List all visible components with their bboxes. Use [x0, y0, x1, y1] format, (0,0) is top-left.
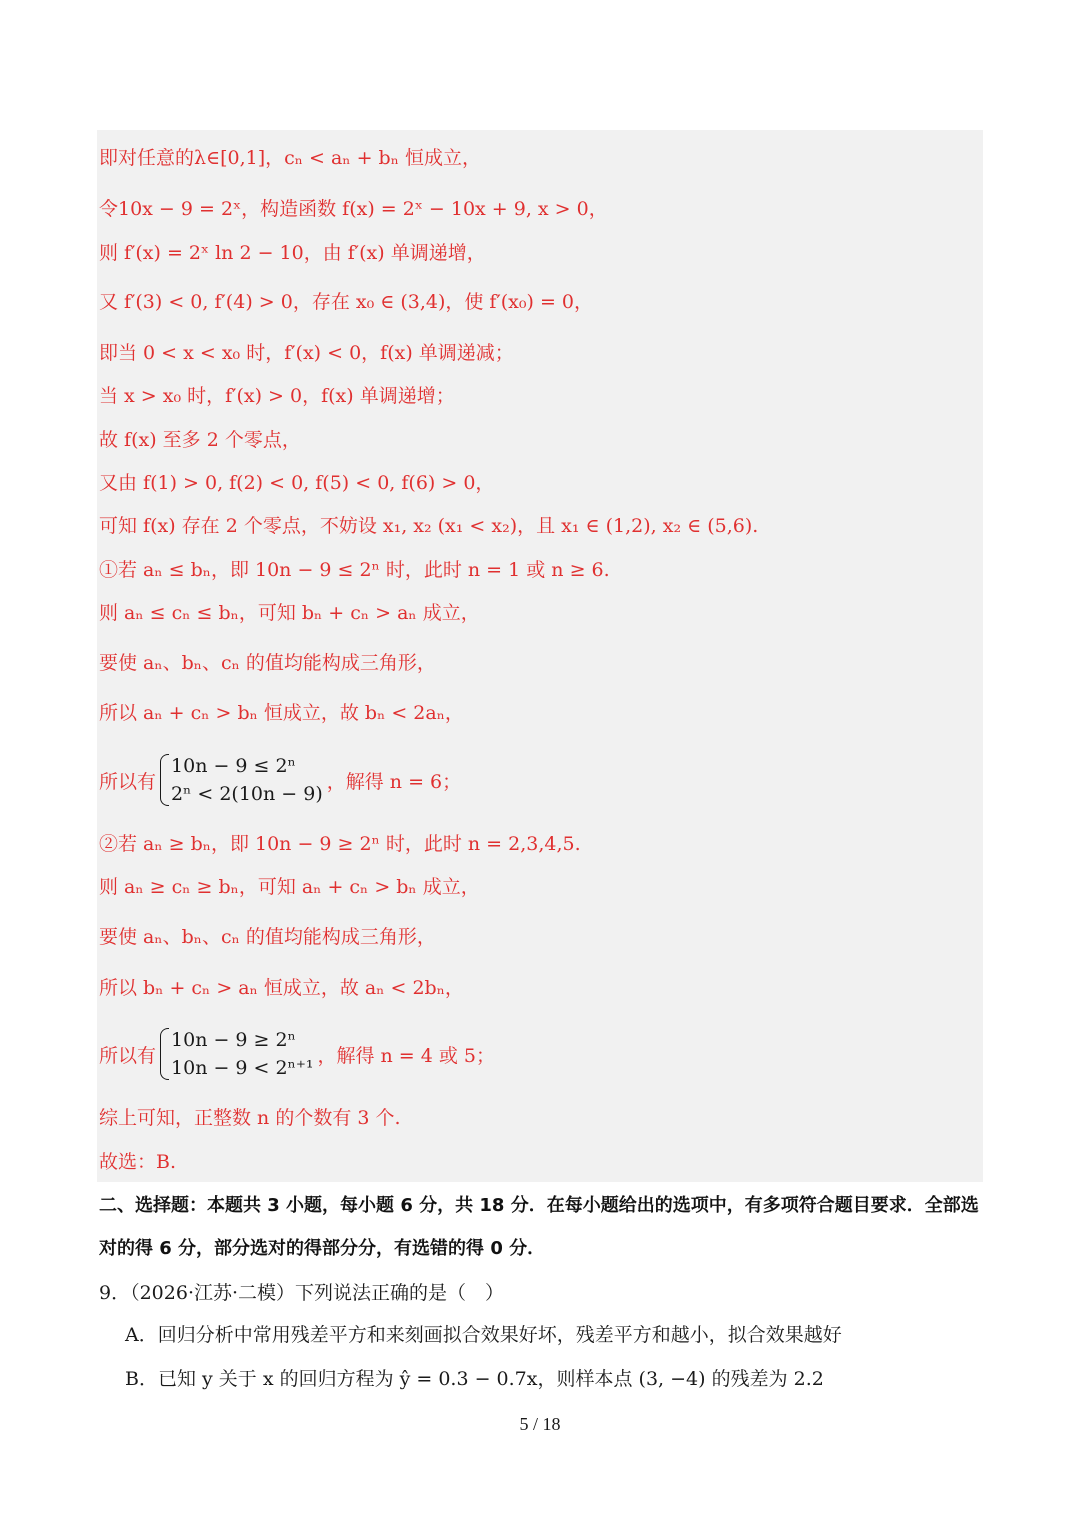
system-1-rows: [171, 752, 323, 808]
option-b: B．已知 y 关于 x 的回归方程为 ŷ = 0.3 − 0.7x，则样本点 (3, −4) 的残差为 2.2: [125, 1368, 824, 1390]
brace-icon: [160, 1028, 169, 1080]
system-1-row-1: 10n − 9 ≤ 2ⁿ: [171, 755, 296, 777]
solution-line-15: 则 aₙ ≥ cₙ ≥ bₙ，可知 aₙ + cₙ > bₙ 成立，: [99, 876, 480, 898]
system-2-rows: [171, 1026, 313, 1082]
solution-line-7: 故 f(x) 至多 2 个零点，: [99, 429, 301, 451]
system-2-row-2: 10n − 9 < 2ⁿ⁺¹: [171, 1057, 314, 1079]
conclusion-line: 综上可知，正整数 n 的个数有 3 个.: [99, 1107, 401, 1129]
section-heading: 二、选择题：本题共 3 小题，每小题 6 分，共 18 分．在每小题给出的选项中，有多项符合题目要求．全部选对的得 6 分，部分选对的得部分分，有选错的得 0 分．: [99, 1195, 979, 1259]
system-2-suffix: ，解得 n = 4 或 5；: [317, 1044, 496, 1067]
solution-line-8: 又由 f(1) > 0, f(2) < 0, f(5) < 0, f(6) > 0，: [99, 472, 495, 494]
solution-line-9: 可知 f(x) 存在 2 个零点，不妨设 x₁, x₂ (x₁ < x₂)，且 x₁ ∈ (1,2), x₂ ∈ (5,6).: [99, 515, 759, 537]
answer-line: 故选：B.: [99, 1151, 177, 1173]
system-1-row-2: 2ⁿ < 2(10n − 9): [171, 783, 323, 805]
system-1-prefix: 所以有: [99, 770, 157, 793]
inequality-system-2: [99, 1026, 495, 1082]
inequality-system-1: [99, 752, 461, 808]
system-2-row-1: 10n − 9 ≥ 2ⁿ: [171, 1029, 296, 1051]
solution-line-1: 即对任意的λ∈[0,1]，cₙ < aₙ + bₙ 恒成立，: [99, 147, 481, 169]
solution-line-2: 令10x − 9 = 2ˣ，构造函数 f(x) = 2ˣ − 10x + 9, x > 0，: [99, 198, 608, 220]
solution-line-16: 要使 aₙ、bₙ、cₙ 的值均能构成三角形，: [99, 926, 436, 948]
solution-line-13: 所以 aₙ + cₙ > bₙ 恒成立，故 bₙ < 2aₙ，: [99, 702, 464, 724]
system-1-suffix: ，解得 n = 6；: [326, 770, 462, 793]
solution-line-12: 要使 aₙ、bₙ、cₙ 的值均能构成三角形，: [99, 652, 436, 674]
case-1-line: ①若 aₙ ≤ bₙ，即 10n − 9 ≤ 2ⁿ 时，此时 n = 1 或 n ≥ 6.: [99, 559, 610, 581]
solution-line-11: 则 aₙ ≤ cₙ ≤ bₙ，可知 bₙ + cₙ > aₙ 成立，: [99, 602, 480, 624]
brace-icon: [160, 754, 169, 806]
solution-line-4: 又 f′(3) < 0, f′(4) > 0，存在 x₀ ∈ (3,4)，使 f′(x₀) = 0，: [99, 291, 594, 313]
case-2-line: ②若 aₙ ≥ bₙ，即 10n − 9 ≥ 2ⁿ 时，此时 n = 2,3,4,5.: [99, 833, 581, 855]
page-number: 5 / 18: [519, 1414, 561, 1434]
solution-line-3: 则 f′(x) = 2ˣ ln 2 − 10，由 f′(x) 单调递增，: [99, 242, 486, 264]
solution-line-5: 即当 0 < x < x₀ 时，f′(x) < 0，f(x) 单调递减；: [99, 342, 514, 364]
solution-line-17: 所以 bₙ + cₙ > aₙ 恒成立，故 aₙ < 2bₙ，: [99, 977, 464, 999]
question-stem: 9．（2026·江苏·二模）下列说法正确的是（ ）: [99, 1282, 505, 1304]
system-2-prefix: 所以有: [99, 1044, 157, 1067]
option-a: A．回归分析中常用残差平方和来刻画拟合效果好坏，残差平方和越小，拟合效果越好: [125, 1324, 842, 1346]
solution-line-6: 当 x > x₀ 时，f′(x) > 0，f(x) 单调递增；: [99, 385, 455, 407]
